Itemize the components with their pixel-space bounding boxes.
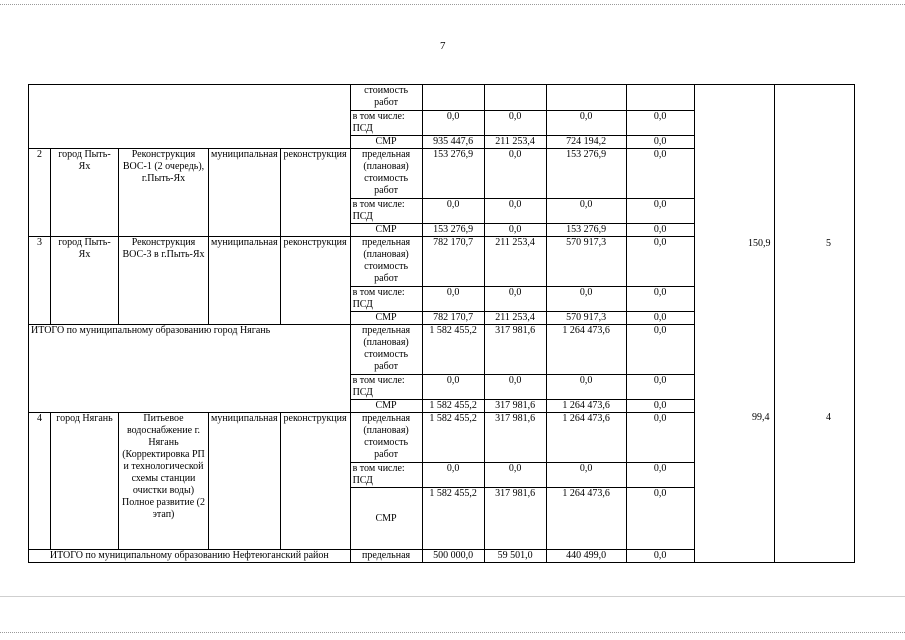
value-cell: 1 264 473,6	[546, 488, 626, 550]
value-cell: 782 170,7	[422, 312, 484, 325]
city-cell: город Пыть-Ях	[51, 149, 119, 237]
value-cell: 0,0	[626, 463, 694, 488]
total-label: ИТОГО по муниципальному образованию город Нягань	[29, 325, 351, 413]
label-cell: предельная (плановая) стоимость работ	[350, 149, 422, 199]
value-cell: 0,0	[546, 375, 626, 400]
work-type-cell: реконструкция	[280, 237, 350, 325]
value-cell: 0,0	[626, 199, 694, 224]
empty-column-cell	[774, 85, 854, 563]
value-cell: 0,0	[546, 463, 626, 488]
label-cell: предельная (плановая) стоимость работ	[350, 237, 422, 287]
value-cell: 317 981,6	[484, 488, 546, 550]
value-cell: 211 253,4	[484, 237, 546, 287]
value-cell: 0,0	[626, 287, 694, 312]
value-cell: 0,0	[484, 463, 546, 488]
label-cell: СМР	[350, 136, 422, 149]
city-cell: город Пыть-Ях	[51, 237, 119, 325]
value-cell: 317 981,6	[484, 400, 546, 413]
project-name-cell: Реконструкция ВОС-1 (2 очередь), г.Пыть-Ях	[119, 149, 209, 237]
label-cell: СМР	[350, 400, 422, 413]
ownership-cell: муниципальная	[209, 149, 281, 237]
value-cell: 1 264 473,6	[546, 400, 626, 413]
project-4-value-10: 4	[826, 412, 831, 423]
value-cell: 0,0	[626, 224, 694, 237]
value-cell: 1 582 455,2	[422, 325, 484, 375]
total-label: ИТОГО по муниципальному образованию Нефтеюганский район	[29, 550, 351, 563]
value-cell: 0,0	[484, 111, 546, 136]
label-cell: предельная (плановая) стоимость работ	[350, 413, 422, 463]
value-cell: 153 276,9	[422, 149, 484, 199]
value-cell: 0,0	[626, 375, 694, 400]
value-cell: 153 276,9	[422, 224, 484, 237]
value-cell: 0,0	[484, 287, 546, 312]
label-cell: предельная	[350, 550, 422, 563]
value-cell: 59 501,0	[484, 550, 546, 563]
label-cell: в том числе: ПСД	[350, 199, 422, 224]
row-number: 4	[29, 413, 51, 550]
label-cell: стоимость работ	[350, 85, 422, 111]
label-cell: в том числе: ПСД	[350, 111, 422, 136]
value-cell: 500 000,0	[422, 550, 484, 563]
table-row	[29, 85, 855, 111]
label-cell: в том числе: ПСД	[350, 463, 422, 488]
value-cell: 211 253,4	[484, 312, 546, 325]
work-type-cell: реконструкция	[280, 413, 350, 550]
value-cell: 0,0	[484, 375, 546, 400]
scan-artifact-bottom	[0, 632, 905, 633]
project-3-value-10: 5	[826, 238, 831, 249]
value-cell: 0,0	[546, 287, 626, 312]
value-cell: 0,0	[626, 325, 694, 375]
value-cell: 1 264 473,6	[546, 325, 626, 375]
value-cell: 153 276,9	[546, 224, 626, 237]
value-cell: 153 276,9	[546, 149, 626, 199]
value-cell: 0,0	[626, 400, 694, 413]
row-number: 2	[29, 149, 51, 237]
ownership-cell: муниципальная	[209, 413, 281, 550]
work-type-cell: реконструкция	[280, 149, 350, 237]
value-cell: 0,0	[484, 149, 546, 199]
label-cell: СМР	[350, 224, 422, 237]
value-cell: 1 582 455,2	[422, 488, 484, 550]
value-cell: 570 917,3	[546, 312, 626, 325]
value-cell: 0,0	[626, 413, 694, 463]
project-4-value-9: 99,4	[752, 412, 770, 423]
value-cell: 0,0	[422, 111, 484, 136]
value-cell: 1 582 455,2	[422, 413, 484, 463]
value-cell: 0,0	[422, 287, 484, 312]
value-cell: 211 253,4	[484, 136, 546, 149]
empty-cell	[29, 85, 351, 149]
scan-artifact-top	[0, 4, 905, 5]
value-cell: 1 582 455,2	[422, 400, 484, 413]
value-cell: 0,0	[484, 199, 546, 224]
label-cell: предельная (плановая) стоимость работ	[350, 325, 422, 375]
label-cell: в том числе: ПСД	[350, 375, 422, 400]
value-cell: 1 264 473,6	[546, 413, 626, 463]
value-cell: 0,0	[626, 136, 694, 149]
project-name-cell: Питьевое водоснабжение г. Нягань (Корректировка РП и технологической схемы станции очистки воды) Полное развитие (2 этап)	[119, 413, 209, 550]
page-bottom-edge	[0, 596, 905, 597]
value-cell: 317 981,6	[484, 325, 546, 375]
document-table	[28, 84, 855, 563]
value-cell: 0,0	[546, 111, 626, 136]
value-cell: 0,0	[626, 312, 694, 325]
value-cell: 440 499,0	[546, 550, 626, 563]
row-number: 3	[29, 237, 51, 325]
project-name-cell: Реконструкция ВОС-3 в г.Пыть-Ях	[119, 237, 209, 325]
ownership-cell: муниципальная	[209, 237, 281, 325]
value-cell: 935 447,6	[422, 136, 484, 149]
value-cell: 0,0	[422, 463, 484, 488]
value-cell: 0,0	[626, 488, 694, 550]
value-cell: 0,0	[626, 149, 694, 199]
empty-column-cell	[694, 85, 774, 563]
value-cell: 0,0	[626, 111, 694, 136]
value-cell: 0,0	[546, 199, 626, 224]
value-cell: 317 981,6	[484, 413, 546, 463]
value-cell: 0,0	[422, 199, 484, 224]
page-number: 7	[440, 40, 446, 52]
label-cell: в том числе: ПСД	[350, 287, 422, 312]
value-cell: 724 194,2	[546, 136, 626, 149]
value-cell: 0,0	[626, 237, 694, 287]
label-cell: СМР	[350, 488, 422, 550]
project-3-value-9: 150,9	[748, 238, 771, 249]
value-cell: 570 917,3	[546, 237, 626, 287]
value-cell: 782 170,7	[422, 237, 484, 287]
city-cell: город Нягань	[51, 413, 119, 550]
value-cell: 0,0	[422, 375, 484, 400]
value-cell: 0,0	[484, 224, 546, 237]
label-cell: СМР	[350, 312, 422, 325]
value-cell: 0,0	[626, 550, 694, 563]
